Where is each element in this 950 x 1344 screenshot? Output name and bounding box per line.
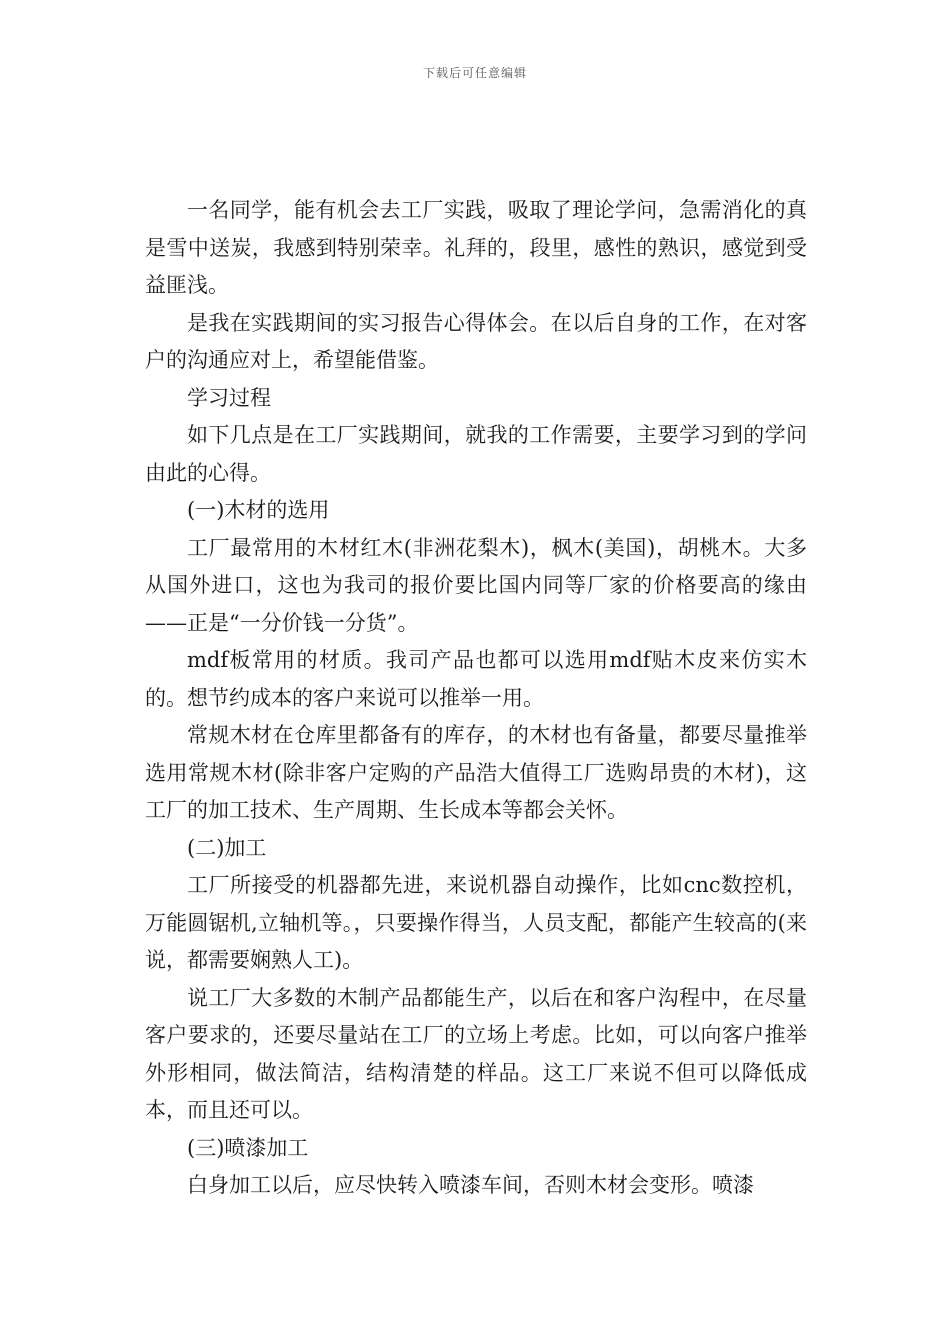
section-heading-learning-process: 学习过程 xyxy=(187,385,271,410)
section-heading-painting: (三)喷漆加工 xyxy=(187,1135,309,1160)
paragraph-learning-intro: 如下几点是在工厂实践期间，就我的工作需要，主要学习到的学问由此的心得。 xyxy=(145,423,807,485)
page-header: 下载后可任意编辑 xyxy=(422,66,527,80)
document-body xyxy=(145,192,807,1205)
paragraph-intro: 一名同学，能有机会去工厂实践，吸取了理论学问，急需消化的真是雪中送炭，我感到特别荣幸。礼拜的，段里，感性的熟识，感觉到受益匪浅。 xyxy=(145,198,807,297)
section-heading-processing: (二)加工 xyxy=(187,835,267,860)
paragraph-machines: 工厂所接受的机器都先进，来说机器自动操作，比如cnc数控机，万能圆锯机,立轴机等。，只要操作得当，人员支配，都能产生较高的(来说，都需要娴熟人工)。 xyxy=(145,873,807,972)
section-heading-wood-selection: (一)木材的选用 xyxy=(187,498,330,522)
paragraph-customer-communication: 说工厂大多数的木制产品都能生产，以后在和客户沟程中，在尽量客户要求的，还要尽量站在工厂的立场上考虑。比如，可以向客户推举外形相同，做法简洁，结构清楚的样品。这工厂来说不但可以降低成本，而且还可以。 xyxy=(145,985,807,1122)
paragraph-purpose: 是我在实践期间的实习报告心得体会。在以后自身的工作，在对客户的沟通应对上，希望能借鉴。 xyxy=(145,310,807,372)
paragraph-mdf: mdf板常用的材质。我司产品也都可以选用mdf贴木皮来仿实木的。想节约成本的客户来说可以推举一用。 xyxy=(145,648,807,710)
paragraph-regular-wood: 常规木材在仓库里都备有的库存，的木材也有备量，都要尽量推举选用常规木材(除非客户定购的产品浩大值得工厂选购昂贵的木材)，这工厂的加工技术、生产周期、生长成本等都会关怀。 xyxy=(145,723,807,822)
paragraph-wood-types: 工厂最常用的木材红木(非洲花梨木)，枫木(美国)，胡桃木。大多从国外进口，这也为我司的报价要比国内同等厂家的价格要高的缘由——正是“一分价钱一分货”。 xyxy=(145,535,807,635)
paragraph-painting: 白身加工以后，应尽快转入喷漆车间，否则木材会变形。喷漆 xyxy=(187,1173,754,1197)
